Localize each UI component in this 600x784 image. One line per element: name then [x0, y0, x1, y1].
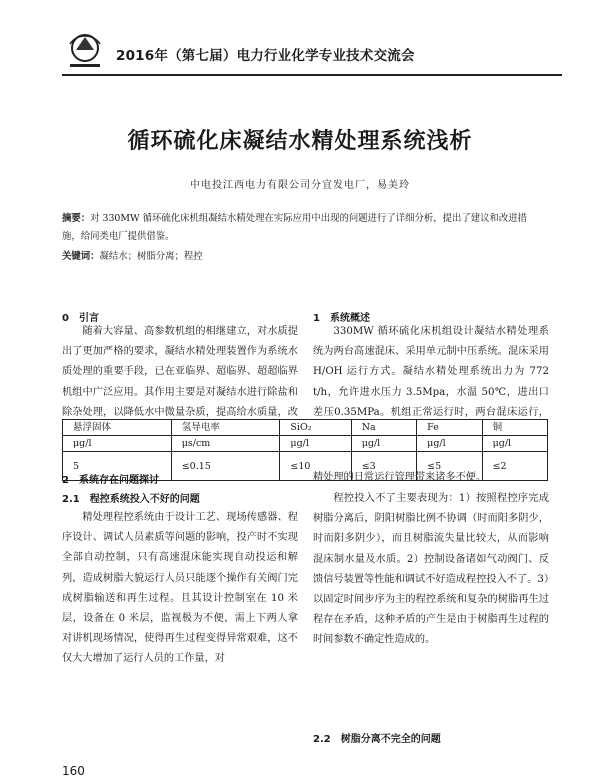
- table-unit-cell: μg/l: [63, 436, 172, 452]
- table-value-cell: ≤5: [417, 452, 482, 481]
- keywords-label: 关键词：: [62, 251, 100, 262]
- article-title: 循环硫化床凝结水精处理系统浅析: [127, 129, 473, 154]
- conference-logo: [62, 30, 108, 70]
- table-unit-cell: μg/l: [351, 436, 416, 452]
- conference-title: 2016年（第七届）电力行业化学专业技术交流会: [116, 48, 415, 64]
- table-unit-row: [63, 436, 548, 452]
- table-header-cell: 铜: [482, 420, 547, 436]
- section-2-1-text: 精处理程控系统由于设计工艺、现场传感器、程序设计、调试人员素质等问题的影响，投产时不实现全部自动控制，只有高速混床能实现自动投运和解列，造成树脂大貌运行人员只能逐个操作有关阀门完成树脂输送和再生过程。且其设计控制室在 10 米层，设备在 0 米层，监视极为不便，需上下两人拿对讲机现场情况，使得再生过程变得异常艰难，这不仅大大增加了运行人员的工作量，对: [62, 512, 298, 665]
- table-header-row: [63, 420, 548, 436]
- keywords: [62, 250, 544, 264]
- table-header-cell: Fe: [417, 420, 482, 436]
- header-rule: [62, 74, 562, 76]
- section-2-right-continuation: 精处理的日常运行管理带来诸多不便。: [313, 472, 487, 483]
- section-1-heading: 1 系统概述: [313, 313, 370, 324]
- keywords-text: 凝结水；树脂分离；程控: [99, 251, 203, 262]
- table-value-cell: ≤3: [351, 452, 416, 481]
- section-2-right-text: 程控投入不了主要表现为：1）按照程控序完成树脂分离后，阴阳树脂比例不协调（时而阳多阴少，时而阳多阴少），而且树脂流失量比较大，从而影响混床制水量及水质。2）控制设备诸如气动阀门、反馈信号装置等性能和调试不好造成程控投入不了。3）以固定时间步序为主的程控系统和复杂的树脂再生过程存在矛盾，这种矛盾的产生是由于树脂再生过程的时间参数不确定性造成的。: [313, 493, 549, 646]
- section-2-heading: 2 系统存在问题探讨: [62, 475, 159, 486]
- abstract-label: 摘要：: [62, 213, 91, 224]
- table-value-cell: ≤2: [482, 452, 547, 481]
- abstract-text: 对 330MW 循环硫化床机组凝结水精处理在实际应用中出现的问题进行了详细分析，提出了建议和改进措施，给同类电厂提供借鉴。: [62, 213, 527, 242]
- table-value-cell: 5: [63, 452, 172, 481]
- section-0-heading: 0 引言: [62, 313, 99, 324]
- table-value-cell: ≤10: [280, 452, 351, 481]
- table-header-cell: 氢导电率: [171, 420, 280, 436]
- table-unit-cell: μg/l: [417, 436, 482, 452]
- section-0-text: 随着大容量、高参数机组的相继建立，对水质提出了更加严格的要求，凝结水精处理装置作为系统水质处理的重要手段，已在亚临界、超临界、超超临界机组中广泛应用。其作用主要是对凝结水进行除盐和除杂处理，以降低水中微量杂质，提高给水质量，改: [62, 326, 298, 418]
- page-number: 160: [62, 764, 85, 778]
- table-unit-cell: μg/l: [482, 436, 547, 452]
- table-value-cell: ≤0.15: [171, 452, 280, 481]
- table-header-cell: 悬浮固体: [63, 420, 172, 436]
- author-line: 中电投江西电力有限公司分宜发电厂，易美玲: [190, 180, 410, 191]
- table-header-cell: SiO₂: [280, 420, 351, 436]
- table-unit-cell: μg/l: [280, 436, 351, 452]
- table-header-cell: Na: [351, 420, 416, 436]
- section-2-2-heading: 2.2 树脂分离不完全的问题: [313, 734, 441, 745]
- section-1-text: 330MW 循环硫化床机组设计凝结水精处理系统为两台高速混床、采用单元制中压系统。混床采用H/OH 运行方式。凝结水精处理系统出力为 772 t/h，允许进水压力 3.5Mpa，水温 50℃，进出口差压0.35MPa。机组正常运行时，两台混床运行，: [313, 326, 549, 418]
- table-unit-cell: μs/cm: [171, 436, 280, 452]
- section-2-1-heading: 2.1 程控系统投入不好的问题: [62, 494, 200, 505]
- abstract: [62, 210, 544, 246]
